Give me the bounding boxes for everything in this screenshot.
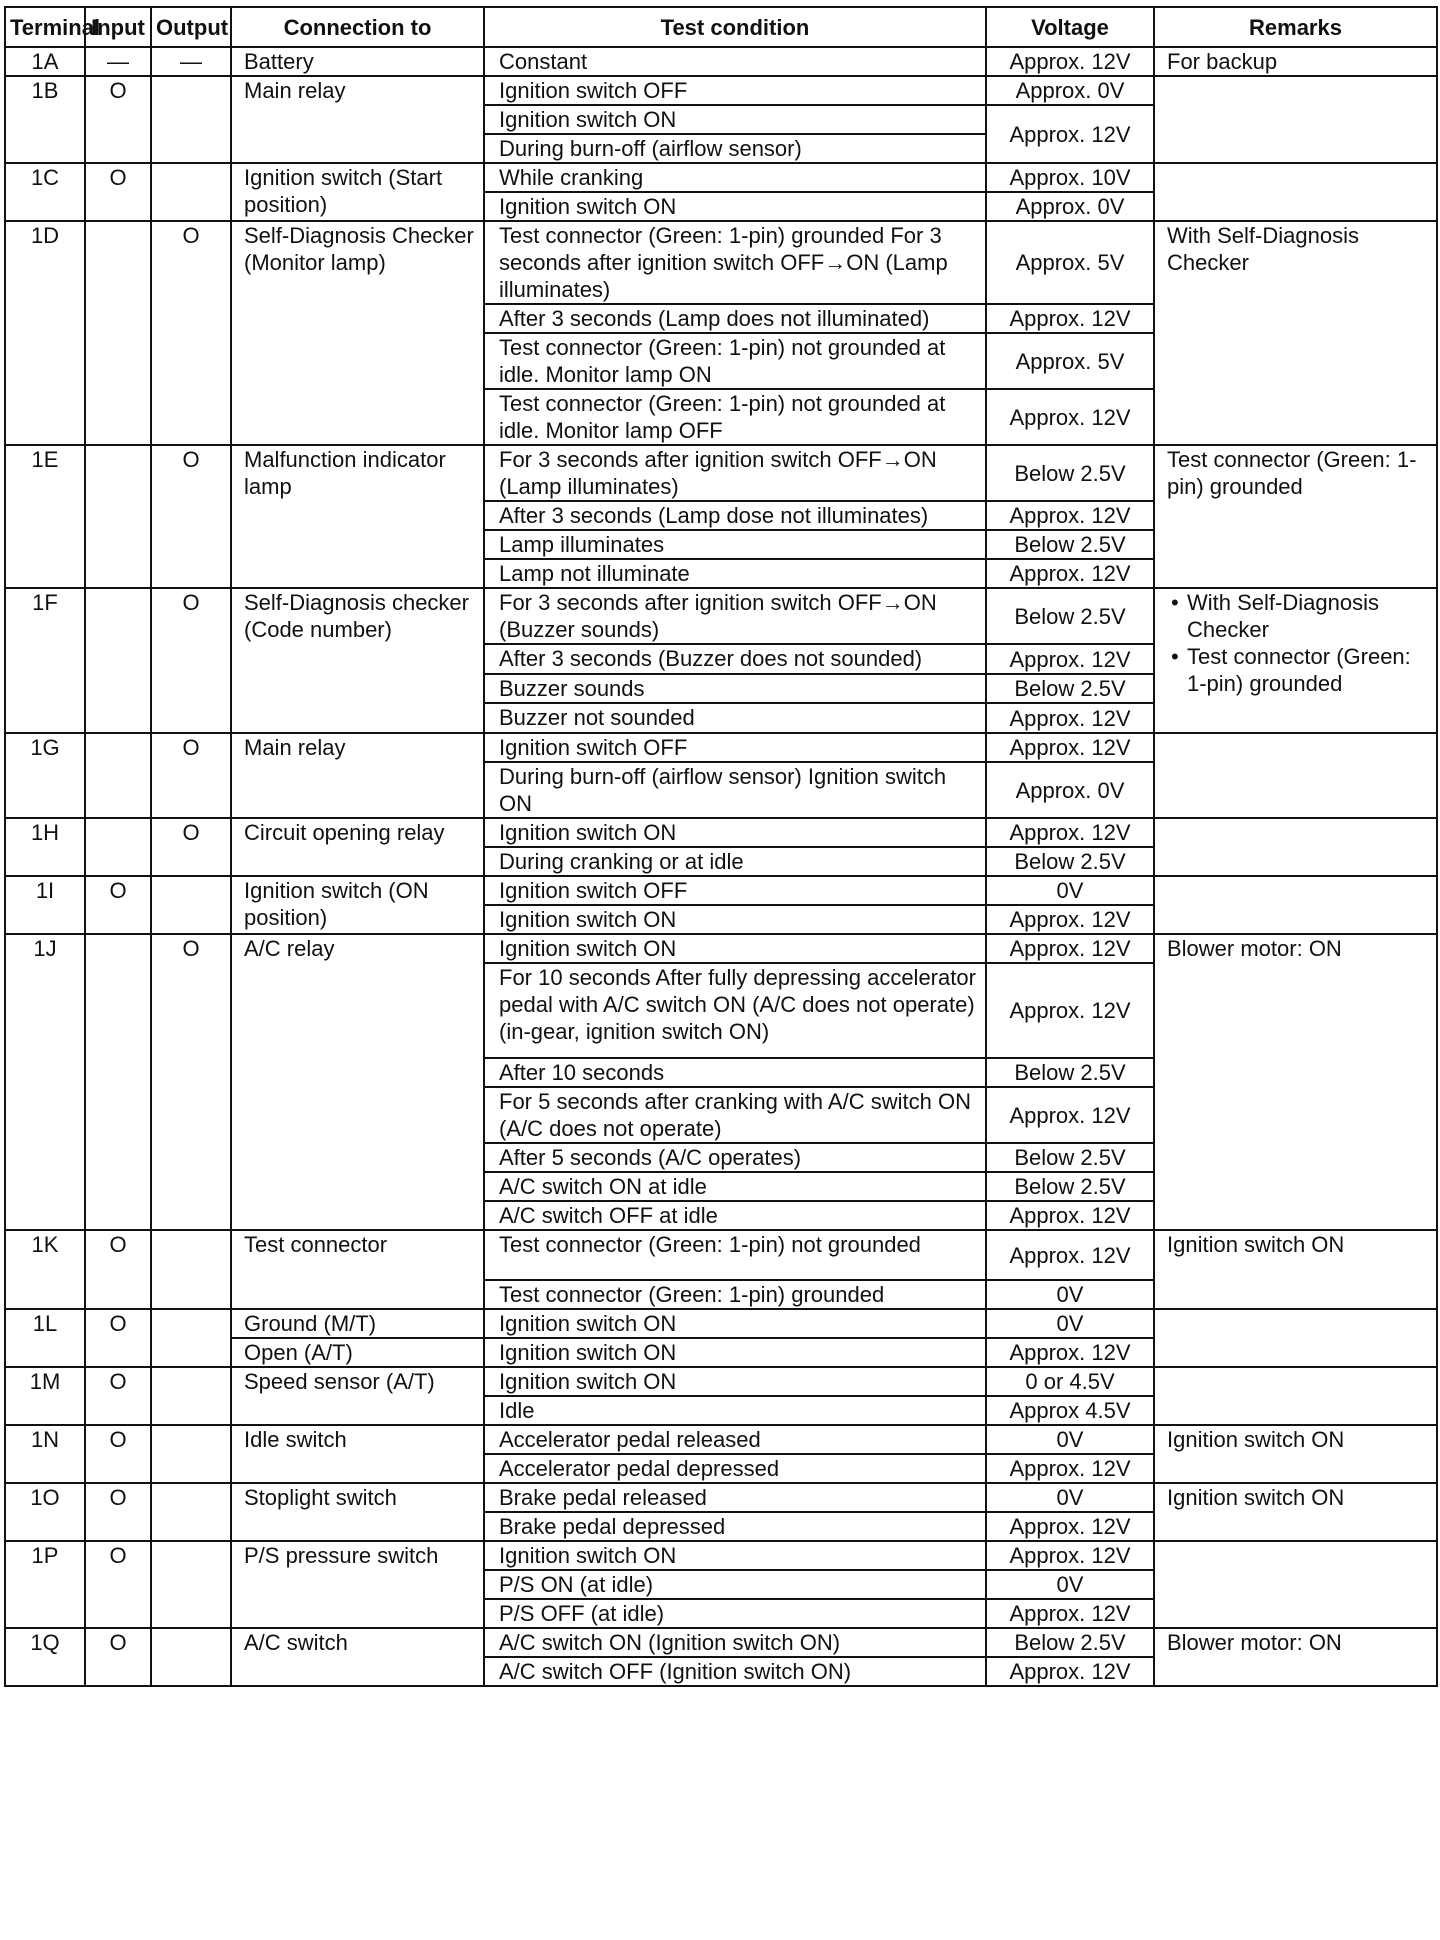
connection-cell: Speed sensor (A/T): [231, 1367, 484, 1425]
voltage-cell: Approx. 12V: [986, 559, 1154, 588]
input-mark: [85, 588, 151, 733]
output-mark: [151, 1541, 231, 1628]
test-condition-cell: Test connector (Green: 1-pin) not grounded at idle. Monitor lamp ON: [484, 333, 986, 389]
output-mark: [151, 163, 231, 221]
table-row: [5, 1309, 1437, 1338]
remarks-cell: [1154, 1230, 1437, 1309]
input-mark: O: [85, 1541, 151, 1628]
test-condition-cell: Test connector (Green: 1-pin) grounded For 3 seconds after ignition switch OFF→ON (Lamp illuminates): [484, 221, 986, 304]
voltage-cell: Approx. 12V: [986, 1087, 1154, 1143]
col-header-input: Input: [85, 7, 151, 47]
voltage-cell: 0V: [986, 1280, 1154, 1309]
test-condition-cell: For 5 seconds after cranking with A/C switch ON (A/C does not operate): [484, 1087, 986, 1143]
table-row: [5, 876, 1437, 905]
table-row: [5, 1628, 1437, 1657]
test-condition-cell: While cranking: [484, 163, 986, 192]
test-condition-cell: Ignition switch ON: [484, 105, 986, 134]
table-row: [5, 1230, 1437, 1280]
input-mark: O: [85, 1230, 151, 1309]
voltage-cell: Approx. 12V: [986, 818, 1154, 847]
test-condition-cell: Ignition switch ON: [484, 1338, 986, 1367]
connection-cell: Ignition switch (ON position): [231, 876, 484, 934]
test-condition-cell: For 10 seconds After fully depressing accelerator pedal with A/C switch ON (A/C does not operate) (in-gear, ignition switch ON): [484, 963, 986, 1058]
connection-cell: Ignition switch (Start position): [231, 163, 484, 221]
remarks-text: Blower motor: ON: [1167, 1630, 1342, 1655]
voltage-cell: Approx. 12V: [986, 703, 1154, 733]
terminal-cell: 1N: [5, 1425, 85, 1483]
test-condition-cell: Buzzer not sounded: [484, 703, 986, 733]
terminal-cell: 1Q: [5, 1628, 85, 1686]
output-mark: O: [151, 221, 231, 445]
test-condition-cell: Buzzer sounds: [484, 674, 986, 703]
output-mark: O: [151, 588, 231, 733]
remarks-cell: [1154, 876, 1437, 934]
input-mark: O: [85, 1628, 151, 1686]
test-condition-cell: Lamp not illuminate: [484, 559, 986, 588]
voltage-cell: 0 or 4.5V: [986, 1367, 1154, 1396]
test-condition-cell: During burn-off (airflow sensor): [484, 134, 986, 163]
voltage-cell: Approx. 0V: [986, 192, 1154, 221]
remarks-cell: [1154, 588, 1437, 733]
test-condition-cell: Ignition switch OFF: [484, 733, 986, 762]
input-mark: O: [85, 1483, 151, 1541]
output-mark: O: [151, 445, 231, 588]
remarks-text: For backup: [1167, 49, 1278, 74]
test-condition-cell: After 3 seconds (Lamp does not illuminated): [484, 304, 986, 333]
output-mark: [151, 1628, 231, 1686]
col-header-remarks: Remarks: [1154, 7, 1437, 47]
remarks-text: Test connector (Green: 1-pin) grounded: [1167, 447, 1417, 499]
output-mark: —: [151, 47, 231, 76]
col-header-voltage: Voltage: [986, 7, 1154, 47]
table-row: [5, 733, 1437, 762]
connection-cell: Main relay: [231, 76, 484, 163]
remarks-text: Blower motor: ON: [1167, 936, 1342, 961]
voltage-cell: Below 2.5V: [986, 847, 1154, 876]
voltage-cell: Approx. 12V: [986, 1230, 1154, 1280]
input-mark: O: [85, 163, 151, 221]
output-mark: [151, 1367, 231, 1425]
test-condition-cell: A/C switch ON (Ignition switch ON): [484, 1628, 986, 1657]
table-row: [5, 163, 1437, 192]
output-mark: O: [151, 818, 231, 876]
terminal-cell: 1O: [5, 1483, 85, 1541]
remarks-cell: [1154, 1367, 1437, 1425]
voltage-cell: 0V: [986, 876, 1154, 905]
output-mark: [151, 876, 231, 934]
terminal-cell: 1B: [5, 76, 85, 163]
voltage-cell: Below 2.5V: [986, 1628, 1154, 1657]
test-condition-cell: After 5 seconds (A/C operates): [484, 1143, 986, 1172]
terminal-cell: 1G: [5, 733, 85, 818]
voltage-cell: Below 2.5V: [986, 1143, 1154, 1172]
voltage-cell: Approx. 12V: [986, 1201, 1154, 1230]
test-condition-cell: After 3 seconds (Buzzer does not sounded): [484, 644, 986, 674]
input-mark: O: [85, 76, 151, 163]
voltage-cell: Below 2.5V: [986, 1172, 1154, 1201]
voltage-cell: 0V: [986, 1425, 1154, 1454]
remarks-cell: [1154, 1425, 1437, 1483]
terminal-cell: 1L: [5, 1309, 85, 1367]
remarks-list: [1167, 589, 1428, 697]
remarks-item: • Test connector (Green: 1-pin) grounded: [1167, 643, 1428, 697]
table-row: [5, 221, 1437, 304]
test-condition-cell: Ignition switch ON: [484, 1541, 986, 1570]
header-row: [5, 7, 1437, 47]
table-row: [5, 47, 1437, 76]
input-mark: [85, 934, 151, 1230]
remarks-cell: [1154, 445, 1437, 588]
connection-cell: Open (A/T): [231, 1338, 484, 1367]
voltage-cell: Approx. 12V: [986, 105, 1154, 163]
voltage-cell: Approx. 12V: [986, 1338, 1154, 1367]
voltage-cell: Approx. 12V: [986, 1599, 1154, 1628]
voltage-cell: Approx. 12V: [986, 47, 1154, 76]
output-mark: [151, 1230, 231, 1309]
voltage-cell: Approx. 12V: [986, 1657, 1154, 1686]
voltage-cell: 0V: [986, 1570, 1154, 1599]
remarks-text: With Self-Diagnosis Checker: [1167, 223, 1359, 275]
input-mark: O: [85, 1309, 151, 1367]
col-header-output: Output: [151, 7, 231, 47]
test-condition-cell: Test connector (Green: 1-pin) not grounded at idle. Monitor lamp OFF: [484, 389, 986, 445]
voltage-cell: Approx. 12V: [986, 934, 1154, 963]
remarks-cell: [1154, 818, 1437, 876]
voltage-cell: Approx. 0V: [986, 76, 1154, 105]
connection-cell: Stoplight switch: [231, 1483, 484, 1541]
voltage-cell: Below 2.5V: [986, 445, 1154, 501]
table-row: [5, 1541, 1437, 1570]
test-condition-cell: During cranking or at idle: [484, 847, 986, 876]
input-mark: O: [85, 1425, 151, 1483]
col-header-connection: Connection to: [231, 7, 484, 47]
voltage-cell: 0V: [986, 1309, 1154, 1338]
test-condition-cell: A/C switch OFF (Ignition switch ON): [484, 1657, 986, 1686]
table-body: [5, 47, 1437, 1686]
output-mark: [151, 1425, 231, 1483]
voltage-cell: Approx. 12V: [986, 733, 1154, 762]
input-mark: O: [85, 1367, 151, 1425]
input-mark: —: [85, 47, 151, 76]
remarks-text: Ignition switch ON: [1167, 1427, 1345, 1452]
connection-cell: Battery: [231, 47, 484, 76]
test-condition-cell: Ignition switch ON: [484, 934, 986, 963]
connection-cell: Idle switch: [231, 1425, 484, 1483]
remarks-cell: [1154, 1309, 1437, 1367]
test-condition-cell: For 3 seconds after ignition switch OFF→ON (Buzzer sounds): [484, 588, 986, 644]
connection-cell: Self-Diagnosis checker (Code number): [231, 588, 484, 733]
test-condition-cell: P/S ON (at idle): [484, 1570, 986, 1599]
remarks-cell: [1154, 163, 1437, 221]
test-condition-cell: A/C switch ON at idle: [484, 1172, 986, 1201]
test-condition-cell: Ignition switch ON: [484, 818, 986, 847]
voltage-cell: Approx. 12V: [986, 644, 1154, 674]
test-condition-cell: A/C switch OFF at idle: [484, 1201, 986, 1230]
test-condition-cell: Ignition switch ON: [484, 1367, 986, 1396]
connection-cell: Malfunction indicator lamp: [231, 445, 484, 588]
table-row: [5, 1483, 1437, 1512]
test-condition-cell: Test connector (Green: 1-pin) not grounded: [484, 1230, 986, 1280]
connection-cell: A/C relay: [231, 934, 484, 1230]
voltage-cell: Approx. 5V: [986, 221, 1154, 304]
voltage-cell: Below 2.5V: [986, 530, 1154, 559]
terminal-cell: 1C: [5, 163, 85, 221]
test-condition-cell: Test connector (Green: 1-pin) grounded: [484, 1280, 986, 1309]
col-header-terminal: Terminal: [5, 7, 85, 47]
voltage-cell: Approx. 12V: [986, 1454, 1154, 1483]
voltage-cell: Below 2.5V: [986, 588, 1154, 644]
test-condition-cell: Constant: [484, 47, 986, 76]
table-row: [5, 818, 1437, 847]
test-condition-cell: Lamp illuminates: [484, 530, 986, 559]
terminal-cell: 1H: [5, 818, 85, 876]
remarks-cell: [1154, 934, 1437, 1230]
input-mark: [85, 733, 151, 818]
remarks-item: • With Self-Diagnosis Checker: [1167, 589, 1428, 643]
output-mark: [151, 1309, 231, 1367]
terminal-cell: 1I: [5, 876, 85, 934]
input-mark: [85, 445, 151, 588]
remarks-cell: [1154, 47, 1437, 76]
connection-cell: Test connector: [231, 1230, 484, 1309]
test-condition-cell: During burn-off (airflow sensor) Ignition switch ON: [484, 762, 986, 818]
terminal-cell: 1E: [5, 445, 85, 588]
test-condition-cell: Ignition switch ON: [484, 905, 986, 934]
input-mark: O: [85, 876, 151, 934]
output-mark: [151, 1483, 231, 1541]
test-condition-cell: For 3 seconds after ignition switch OFF→ON (Lamp illuminates): [484, 445, 986, 501]
voltage-cell: Below 2.5V: [986, 674, 1154, 703]
test-condition-cell: After 3 seconds (Lamp dose not illuminates): [484, 501, 986, 530]
input-mark: [85, 818, 151, 876]
voltage-cell: Approx. 12V: [986, 905, 1154, 934]
test-condition-cell: Idle: [484, 1396, 986, 1425]
test-condition-cell: Accelerator pedal released: [484, 1425, 986, 1454]
output-mark: [151, 76, 231, 163]
terminal-cell: 1P: [5, 1541, 85, 1628]
table-row: [5, 445, 1437, 501]
voltage-cell: Approx. 10V: [986, 163, 1154, 192]
test-condition-cell: Ignition switch ON: [484, 1309, 986, 1338]
terminal-cell: 1M: [5, 1367, 85, 1425]
terminal-cell: 1J: [5, 934, 85, 1230]
voltage-cell: Approx 4.5V: [986, 1396, 1154, 1425]
table-row: [5, 588, 1437, 644]
col-header-test-condition: Test condition: [484, 7, 986, 47]
remarks-cell: [1154, 221, 1437, 445]
terminal-cell: 1F: [5, 588, 85, 733]
test-condition-cell: Brake pedal depressed: [484, 1512, 986, 1541]
test-condition-cell: P/S OFF (at idle): [484, 1599, 986, 1628]
remarks-cell: [1154, 1541, 1437, 1628]
remarks-cell: [1154, 76, 1437, 163]
remarks-text: Ignition switch ON: [1167, 1485, 1345, 1510]
test-condition-cell: After 10 seconds: [484, 1058, 986, 1087]
test-condition-cell: Accelerator pedal depressed: [484, 1454, 986, 1483]
connection-cell: A/C switch: [231, 1628, 484, 1686]
connection-cell: P/S pressure switch: [231, 1541, 484, 1628]
output-mark: O: [151, 733, 231, 818]
remarks-text: Ignition switch ON: [1167, 1232, 1345, 1257]
remarks-cell: [1154, 733, 1437, 818]
remarks-cell: [1154, 1483, 1437, 1541]
connection-cell: Ground (M/T): [231, 1309, 484, 1338]
table-row: [5, 1367, 1437, 1396]
table-row: [5, 76, 1437, 105]
test-condition-cell: Brake pedal released: [484, 1483, 986, 1512]
table-row: [5, 934, 1437, 963]
table-header: [5, 7, 1437, 47]
input-mark: [85, 221, 151, 445]
voltage-cell: Approx. 12V: [986, 304, 1154, 333]
voltage-cell: Approx. 5V: [986, 333, 1154, 389]
terminal-cell: 1A: [5, 47, 85, 76]
voltage-cell: 0V: [986, 1483, 1154, 1512]
connection-cell: Main relay: [231, 733, 484, 818]
voltage-cell: Approx. 12V: [986, 389, 1154, 445]
table-row: [5, 1425, 1437, 1454]
output-mark: O: [151, 934, 231, 1230]
remarks-cell: [1154, 1628, 1437, 1686]
voltage-cell: Approx. 12V: [986, 1512, 1154, 1541]
voltage-cell: Approx. 0V: [986, 762, 1154, 818]
test-condition-cell: Ignition switch OFF: [484, 876, 986, 905]
test-condition-cell: Ignition switch OFF: [484, 76, 986, 105]
voltage-cell: Approx. 12V: [986, 963, 1154, 1058]
voltage-cell: Approx. 12V: [986, 1541, 1154, 1570]
terminal-voltage-table: [4, 6, 1438, 1687]
voltage-cell: Below 2.5V: [986, 1058, 1154, 1087]
test-condition-cell: Ignition switch ON: [484, 192, 986, 221]
terminal-cell: 1D: [5, 221, 85, 445]
connection-cell: Self-Diagnosis Checker (Monitor lamp): [231, 221, 484, 445]
terminal-cell: 1K: [5, 1230, 85, 1309]
voltage-cell: Approx. 12V: [986, 501, 1154, 530]
connection-cell: Circuit opening relay: [231, 818, 484, 876]
